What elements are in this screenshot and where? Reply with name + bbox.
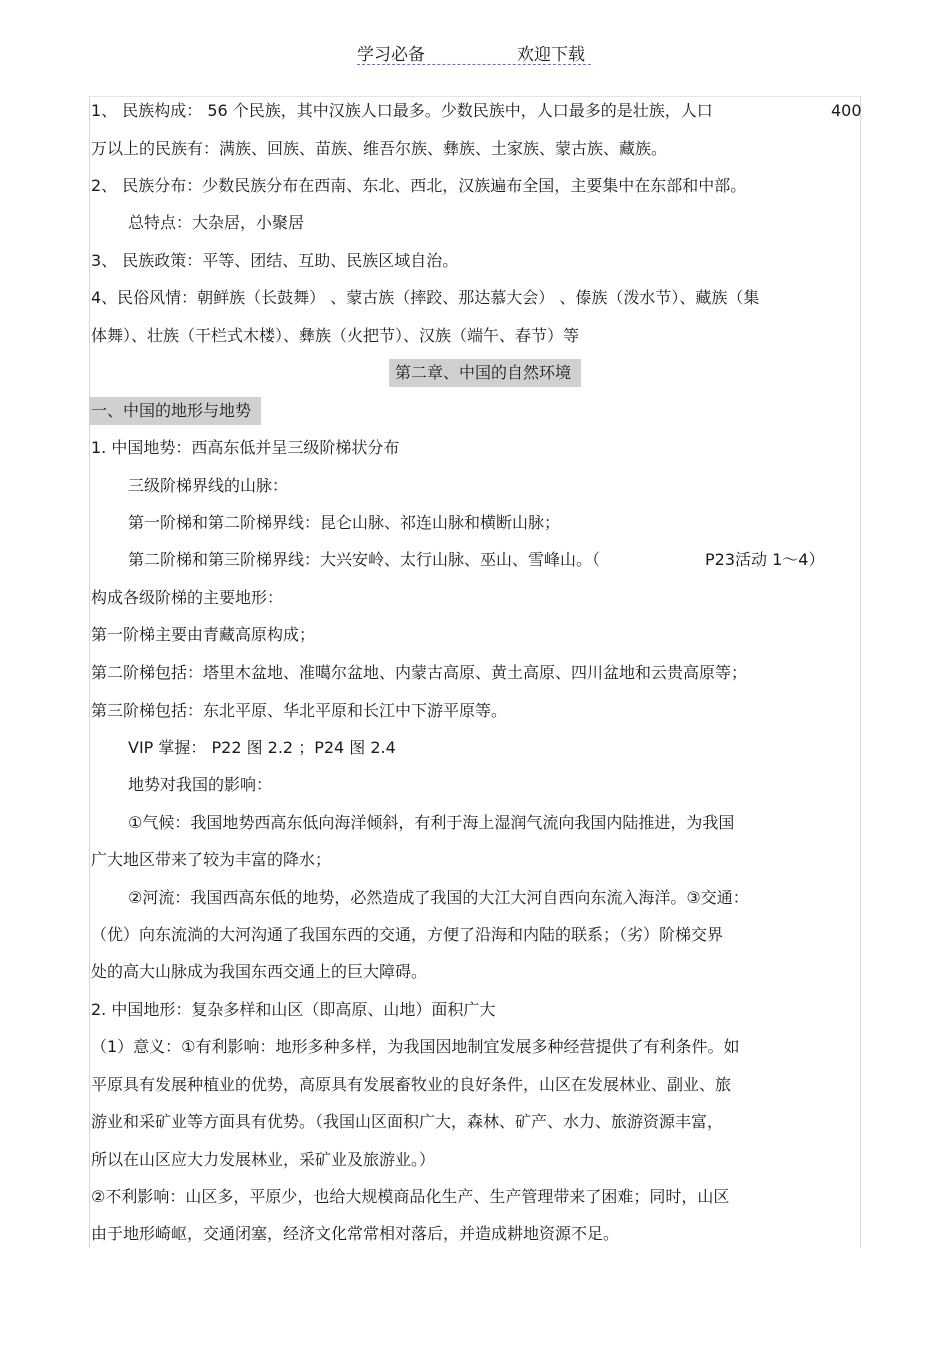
text-line: 第二阶梯和第三阶梯界线：大兴安岭、太行山脉、巫山、雪峰山。（ <box>128 550 601 569</box>
text-line: ①气候：我国地势西高东低向海洋倾斜，有利于海上湿润气流向我国内陆推进，为我国 <box>128 813 735 832</box>
text-line: 体舞）、壮族（干栏式木楼）、彝族（火把节）、汉族（端午、春节）等 <box>91 326 580 345</box>
text-line: 三级阶梯界线的山脉： <box>128 476 289 495</box>
text-line: ②河流：我国西高东低的地势，必然造成了我国的大江大河自西向东流入海洋。③交通： <box>128 888 749 907</box>
text-line: 处的高大山脉成为我国东西交通上的巨大障碍。 <box>91 962 428 981</box>
text-line: 万以上的民族有：满族、回族、苗族、维吾尔族、彝族、土家族、蒙古族、藏族。 <box>91 139 668 158</box>
text-line: 广大地区带来了较为丰富的降水； <box>91 850 332 869</box>
text-line-terrain-trend: 1. 中国地势：西高东低并呈三级阶梯状分布 <box>91 438 400 457</box>
text-line: 平原具有发展种植业的优势，高原具有发展畜牧业的良好条件，山区在发展林业、副业、旅 <box>91 1075 732 1094</box>
text-line: 由于地形崎岖，交通闭塞，经济文化常常相对落后，并造成耕地资源不足。 <box>91 1224 620 1243</box>
text-line: 总特点：大杂居，小聚居 <box>128 213 305 232</box>
text-line-vip: VIP 掌握： P22 图 2.2 ；P24 图 2.4 <box>128 738 396 757</box>
page-header <box>0 40 950 70</box>
section-heading: 一、中国的地形与地势 <box>89 397 261 425</box>
text-line: 游业和采矿业等方面具有优势。（我国山区面积广大，森林、矿产、水力、旅游资源丰富， <box>91 1112 724 1131</box>
text-line: 第一阶梯主要由青藏高原构成； <box>91 625 316 644</box>
text-line: 第二阶梯包括：塔里木盆地、准噶尔盆地、内蒙古高原、黄土高原、四川盆地和云贵高原等； <box>91 663 748 682</box>
text-line: ②不利影响：山区多，平原少，也给大规模商品化生产、生产管理带来了困难；同时，山区 <box>91 1187 730 1206</box>
text-line: （优）向东流淌的大河沟通了我国东西的交通，方便了沿海和内陆的联系；（劣）阶梯交界 <box>91 925 724 944</box>
text-line: 第三阶梯包括：东北平原、华北平原和长江中下游平原等。 <box>91 701 508 720</box>
chapter-heading: 第二章、中国的自然环境 <box>389 359 581 387</box>
text-line-ethnic-distribution: 2、 民族分布：少数民族分布在西南、东北、西北，汉族遍布全国，主要集中在东部和中部。 <box>91 176 747 195</box>
text-line: 构成各级阶梯的主要地形： <box>91 588 284 607</box>
content-frame-top <box>89 96 860 97</box>
text-line: 所以在山区应大力发展林业，采矿业及旅游业。） <box>91 1150 436 1169</box>
text-line: （1）意义：①有利影响：地形多种多样，为我国因地制宜发展多种经营提供了有利条件。如 <box>91 1037 740 1056</box>
header-left-text: 学习必备 <box>357 45 425 65</box>
text-line-reference: P23活动 1～4） <box>705 550 825 569</box>
text-line: 地势对我国的影响： <box>128 775 273 794</box>
text-line-folk-customs: 4、民俗风情：朝鲜族（长鼓舞） 、蒙古族（摔跤、那达慕大会） 、傣族（泼水节）、藏族（集 <box>91 288 760 307</box>
text-line: 第一阶梯和第二阶梯界线：昆仑山脉、祁连山脉和横断山脉； <box>128 513 561 532</box>
content-frame-left <box>89 96 90 1248</box>
text-line-ethnic-composition-number: 400 <box>831 101 862 120</box>
header-right-text: 欢迎下载 <box>517 45 585 65</box>
text-line-china-terrain: 2. 中国地形：复杂多样和山区（即高原、山地）面积广大 <box>91 1000 496 1019</box>
content-frame-right <box>860 96 861 1248</box>
text-line-ethnic-composition: 1、 民族构成： 56 个民族，其中汉族人口最多。少数民族中，人口最多的是壮族，人口 <box>91 101 713 120</box>
text-line-ethnic-policy: 3、 民族政策：平等、团结、互助、民族区域自治。 <box>91 251 459 270</box>
header-dashed-rule <box>357 64 591 65</box>
